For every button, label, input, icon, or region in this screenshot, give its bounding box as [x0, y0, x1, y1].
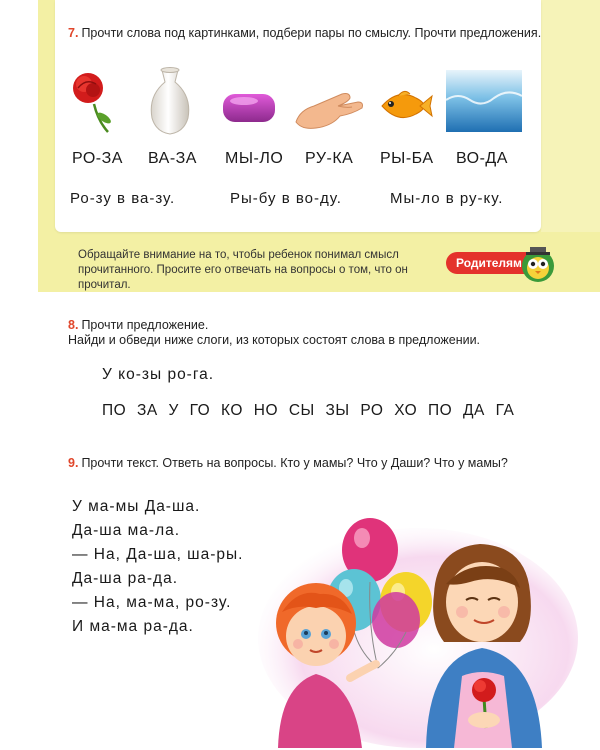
- word-water: ВО-ДА: [456, 150, 508, 167]
- exercise-8-instruction-2: Найди и обведи ниже слоги, из которых состоят слова в предложении.: [68, 333, 481, 347]
- word-rose: РО-ЗА: [72, 150, 123, 167]
- sentence-3: Мы-ло в ру-ку.: [390, 190, 504, 207]
- text-line: Да-ша ра-да.: [72, 570, 179, 587]
- fish-icon: [378, 84, 434, 128]
- instruction-text: Прочти слова под картинками, подбери пары по смыслу. Прочти предложения.: [81, 26, 542, 40]
- vase-icon: [144, 66, 196, 138]
- exercise-number: 8.: [68, 318, 79, 332]
- instruction-text: Прочти текст. Ответь на вопросы. Кто у мамы? Что у Даши? Что у мамы?: [81, 456, 508, 470]
- text-line: — На, ма-ма, ро-зу.: [72, 594, 232, 611]
- right-margin-strip: [541, 0, 600, 232]
- text-line: Да-ша ма-ла.: [72, 522, 181, 539]
- instruction-text: Прочти предложение.: [81, 318, 209, 332]
- text-line: И ма-ма ра-да.: [72, 618, 194, 635]
- owl-mascot-icon: [518, 244, 558, 284]
- word-vase: ВА-ЗА: [148, 150, 197, 167]
- reading-text: [72, 495, 243, 639]
- sentence-1: Ро-зу в ва-зу.: [70, 190, 176, 207]
- word-fish: РЫ-БА: [380, 150, 434, 167]
- rose-icon: [64, 66, 116, 138]
- syllables-row: ПО ЗА У ГО КО НО СЫ ЗЫ РО ХО ПО ДА ГА: [102, 402, 515, 419]
- mother-daughter-balloons-illustration: [258, 508, 578, 748]
- exercise-9-instruction: [68, 456, 508, 470]
- exercise-number: 9.: [68, 456, 79, 470]
- water-icon: [446, 70, 522, 132]
- text-line: У ма-мы Да-ша.: [72, 498, 201, 515]
- parent-note: Обращайте внимание на то, чтобы ребенок понимал смысл прочитанного. Просите его отвечать на вопросы о том, что он прочитал.: [78, 249, 408, 291]
- text-line: — На, Да-ша, ша-ры.: [72, 546, 244, 563]
- exercise-7-instruction: [68, 26, 541, 40]
- word-hand: РУ-КА: [305, 150, 354, 167]
- exercise-8-instruction-1: [68, 318, 208, 332]
- parents-badge: Родителям: [446, 252, 532, 274]
- exercise-number: 7.: [68, 26, 79, 40]
- soap-icon: [220, 86, 278, 128]
- magenta-balloon: [372, 592, 420, 648]
- sentence-2: Ры-бу в во-ду.: [230, 190, 342, 207]
- goat-sentence: У ко-зы ро-га.: [102, 366, 215, 383]
- hand-icon: [292, 80, 368, 132]
- word-soap: МЫ-ЛО: [225, 150, 284, 167]
